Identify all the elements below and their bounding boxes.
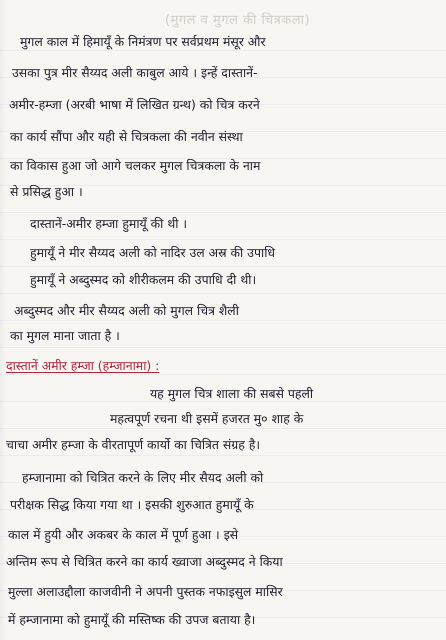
ruled-line — [0, 239, 446, 240]
ruled-line — [0, 50, 446, 51]
text-line-19: अन्तिम रूप से चित्रित करने का कार्य ख्वाजा अब्दुस्मद ने किया — [6, 554, 283, 569]
ruled-line — [0, 455, 446, 456]
ruled-line — [0, 374, 446, 375]
faded-header: (मुगल व मुगल की चित्रकला) — [165, 13, 311, 28]
text-line-13: यह मुगल चित्र शाला की सबसे पहली — [150, 386, 314, 401]
ruled-line — [0, 428, 446, 429]
text-line-2: उसका पुत्र मीर सैय्यद अली काबुल आये । इन्हें दास्तानें- — [12, 65, 258, 80]
text-line-10: अब्दुस्मद और मीर सैय्यद अली को मुगल चित्र शैली — [14, 303, 239, 318]
section-heading: दास्तानें अमीर हम्जा (हम्जानामा) : — [6, 358, 160, 373]
text-line-21: में हम्जानामा को हुमायूँ की मस्तिष्क की उपज बताया है। — [8, 612, 256, 627]
text-line-16: हम्जानामा को चित्रित करने के लिए मीर सैयद अली को — [22, 470, 264, 485]
text-line-3: अमीर-हम्जा (अरबी भाषा में लिखित ग्रन्थ) को चित्र करने — [9, 97, 260, 112]
ruled-line — [0, 320, 446, 321]
text-line-4: का कार्य सौंपा और यही से चित्रकला की नवीन संस्था — [10, 129, 243, 144]
ruled-line — [0, 266, 446, 267]
text-line-6: से प्रसिद्ध हुआ । — [10, 184, 83, 199]
text-line-8: हुमायूँ ने मीर सैय्यद अली को नादिर उल अस्र की उपाधि — [30, 245, 276, 260]
text-line-9: हुमायूँ ने अब्दुस्मद को शीरीकलम की उपाधि दी थी। — [30, 272, 257, 287]
text-line-18: काल में हुयी और अकबर के काल में पूर्ण हुआ । इसे — [8, 527, 239, 542]
text-line-5: का विकास हुआ जो आगे चलकर मुगल चित्रकला के नाम — [10, 158, 261, 173]
ruled-line — [0, 293, 446, 294]
ruled-line — [0, 212, 446, 213]
text-line-1: मुगल काल में हिमायूँ के निमंत्रण पर सर्वप्रथम मंसूर और — [20, 34, 266, 49]
text-line-11: का मुगल माना जाता है । — [10, 328, 120, 343]
text-line-14: महत्वपूर्ण रचना थी इसमें हजरत मु० शाह के — [110, 411, 304, 426]
ruled-line — [0, 347, 446, 348]
text-line-15: चाचा अमीर हम्जा के वीरतापूर्ण कार्यो का चित्रित संग्रह है। — [6, 437, 261, 452]
text-line-7: दास्तानें-अमीर हम्जा हुमायूँ की थी । — [30, 216, 188, 231]
text-line-17: परीक्षक सिद्ध किया गया था । इसकी शुरुआत हुमायूँ के — [10, 497, 254, 512]
text-line-20: मुल्ला अलाउद्दौला काजवीनी ने अपनी पुस्तक नफाइसुल मासिर — [8, 584, 283, 599]
